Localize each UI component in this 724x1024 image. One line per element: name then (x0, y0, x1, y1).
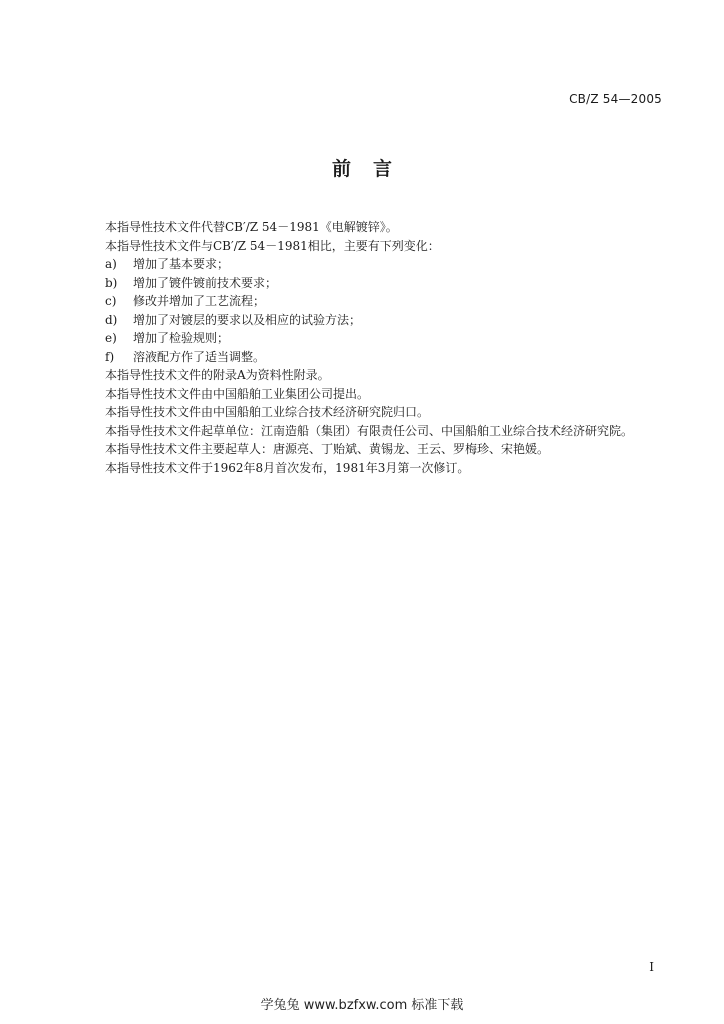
list-item-text: 增加了检验规则； (133, 331, 230, 345)
list-item-text: 修改并增加了工艺流程； (133, 294, 266, 308)
foreword-body (105, 218, 675, 477)
list-item (105, 348, 675, 367)
list-marker: c) (105, 294, 117, 308)
list-item (105, 311, 675, 330)
intro-paragraph-replaces: 本指导性技术文件代替CB′/Z 54－1981《电解镀锌》。 (105, 220, 398, 234)
document-code: CB/Z 54—2005 (569, 92, 662, 106)
list-marker: f) (105, 349, 115, 364)
list-item (105, 292, 675, 311)
administrator-note: 本指导性技术文件由中国船舶工业综合技术经济研究院归口。 (105, 405, 430, 419)
history-note: 本指导性技术文件于1962年8月首次发布，1981年3月第一次修订。 (105, 460, 470, 475)
list-marker: e) (105, 331, 117, 345)
proposer-note: 本指导性技术文件由中国船舶工业集团公司提出。 (105, 386, 370, 401)
appendix-note: 本指导性技术文件的附录A为资料性附录。 (105, 368, 330, 382)
list-item-text: 溶液配方作了适当调整。 (133, 349, 266, 364)
list-marker: b) (105, 275, 118, 290)
intro-paragraph-changes: 本指导性技术文件与CB′/Z 54－1981相比，主要有下列变化： (105, 238, 440, 253)
list-item (105, 255, 675, 274)
footer-watermark: 学兔兔 www.bzfxw.com 标准下载 (260, 998, 464, 1013)
list-marker: a) (105, 257, 117, 271)
list-item (105, 274, 675, 293)
drafters-note: 本指导性技术文件主要起草人：唐源亮、丁贻斌、黄锡龙、王云、罗梅珍、宋艳媛。 (105, 442, 550, 456)
list-item (105, 329, 675, 348)
list-item-text: 增加了对镀层的要求以及相应的试验方法； (133, 312, 362, 327)
list-marker: d) (105, 312, 118, 327)
list-item-text: 增加了基本要求； (133, 257, 230, 271)
page-number: I (649, 960, 654, 974)
page-title: 前言 (331, 158, 414, 180)
drafting-units-note: 本指导性技术文件起草单位：江南造船（集团）有限责任公司、中国船舶工业综合技术经济研究院。 (105, 423, 634, 438)
list-item-text: 增加了镀件镀前技术要求； (133, 275, 278, 290)
